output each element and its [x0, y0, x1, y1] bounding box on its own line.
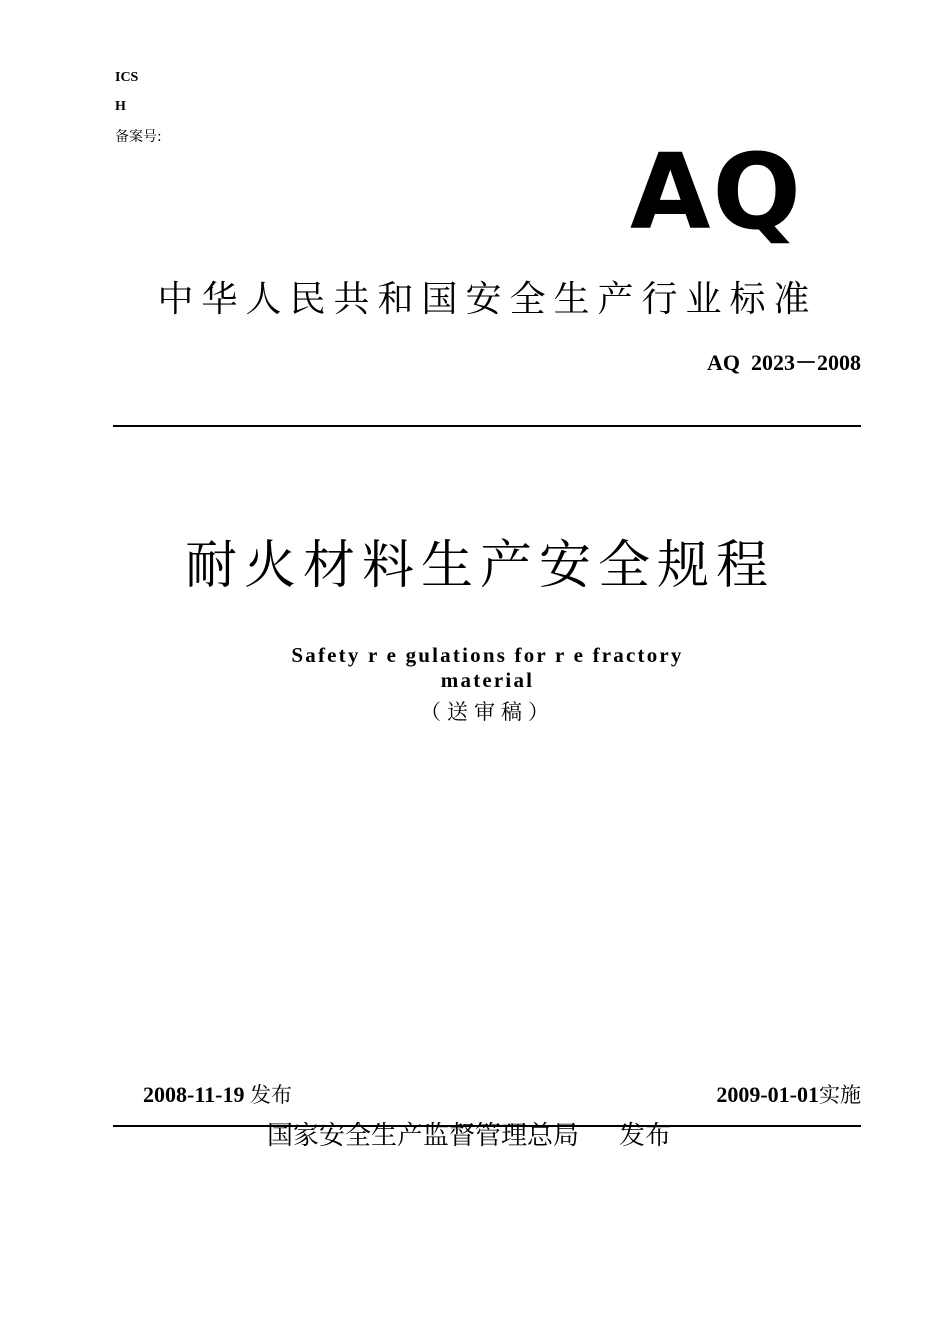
aq-logo: AQ	[630, 131, 803, 253]
implement-date: 2009-01-01	[716, 1082, 819, 1107]
issuer-name: 国家安全生产监督管理总局	[267, 1121, 580, 1151]
draft-status-note: （送审稿）	[420, 700, 555, 724]
implement-label: 实施	[819, 1083, 861, 1107]
classification-code: H	[115, 99, 126, 114]
standard-number: AQ 2023－2008	[706, 350, 861, 375]
publish-date: 2008-11-19	[143, 1082, 245, 1107]
implement-date-block	[716, 1081, 861, 1109]
issuer-action: 发布	[619, 1121, 672, 1151]
filing-number-label: 备案号:	[115, 129, 162, 145]
ics-code: ICS	[115, 70, 139, 85]
issuer-line	[267, 1119, 671, 1153]
publish-label: 发布	[249, 1083, 292, 1107]
publish-date-block	[143, 1081, 292, 1109]
top-divider	[113, 425, 861, 427]
document-title-en-line-2: material	[440, 668, 535, 692]
document-title-en-line-1: Safety r e gulations for r e fractory	[291, 643, 684, 667]
document-title-cn: 耐火材料生产安全规程	[184, 536, 775, 596]
industry-standard-title: 中华人民共和国安全生产行业标准	[157, 279, 818, 320]
